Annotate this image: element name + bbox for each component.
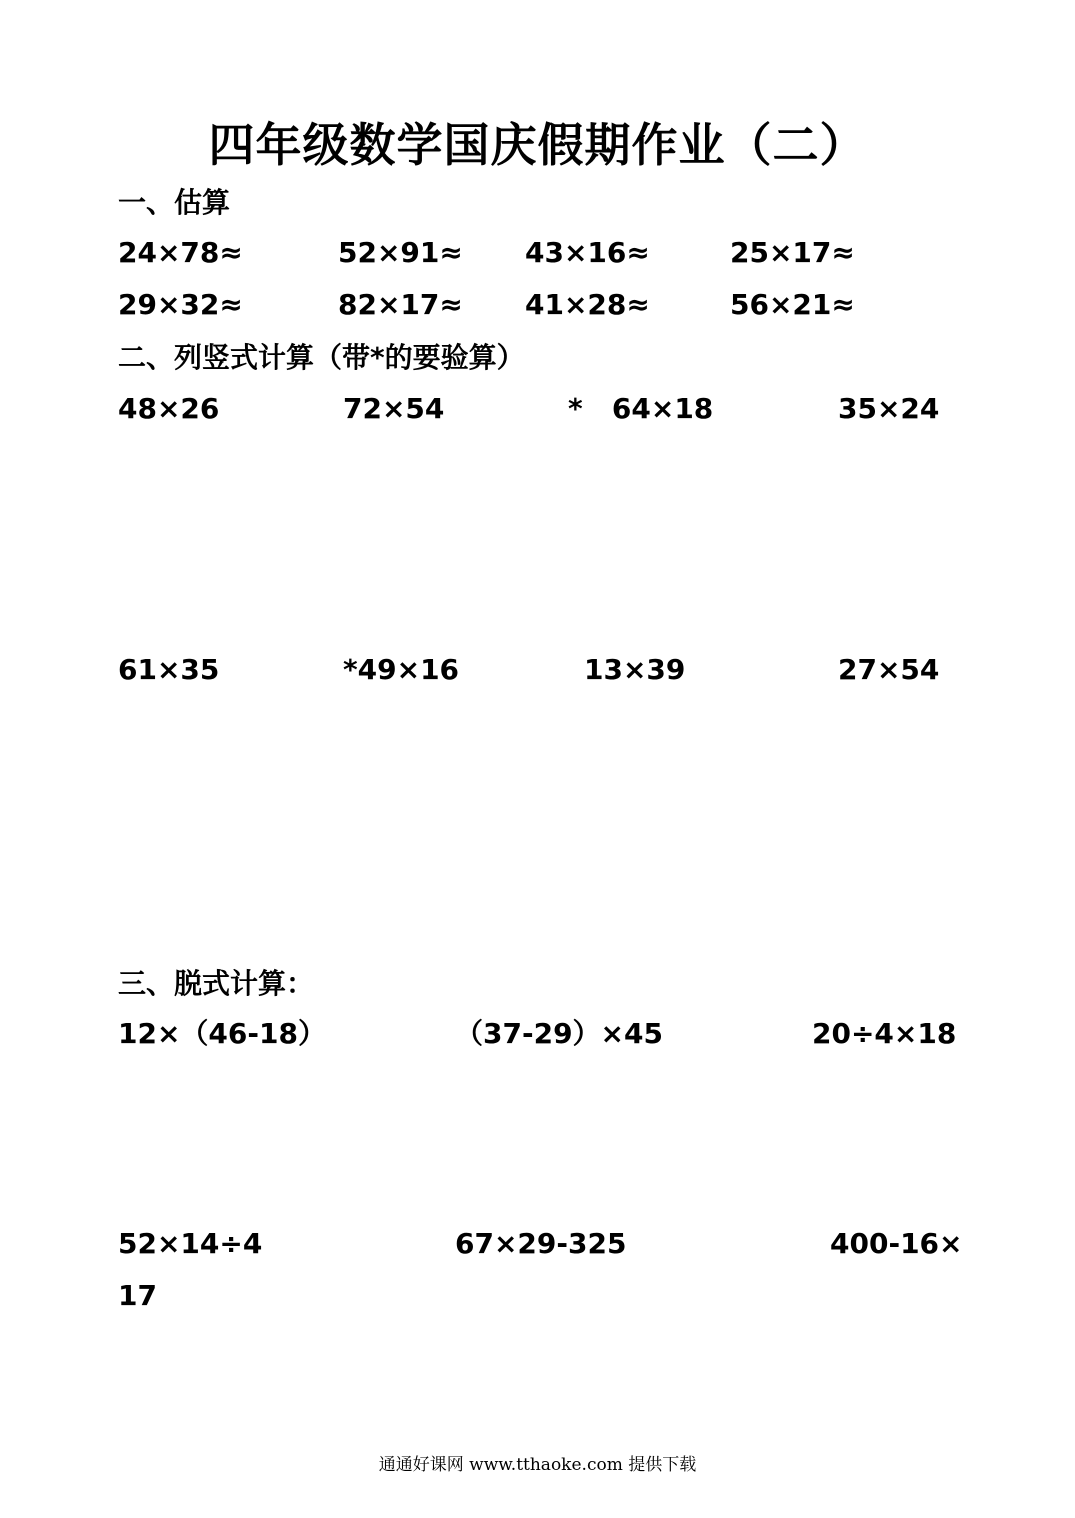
estimation-item: 25×17≈ — [730, 236, 855, 269]
estimation-item: 43×16≈ — [525, 236, 650, 269]
vertical-item: 72×54 — [343, 392, 445, 425]
estimation-item: 52×91≈ — [338, 236, 463, 269]
page-title: 四年级数学国庆假期作业（二） — [208, 118, 867, 172]
vertical-item: 61×35 — [118, 653, 220, 686]
vertical-item: * 64×18 — [568, 392, 714, 425]
vertical-item: 27×54 — [838, 653, 940, 686]
estimation-item: 41×28≈ — [525, 288, 650, 321]
estimation-item: 24×78≈ — [118, 236, 243, 269]
section-heading-vertical: 二、列竖式计算（带*的要验算） — [118, 341, 525, 374]
vertical-item: 13×39 — [584, 653, 686, 686]
stepwise-item: 52×14÷4 — [118, 1227, 263, 1260]
estimation-item: 82×17≈ — [338, 288, 463, 321]
section-heading-estimation: 一、估算 — [118, 186, 231, 219]
vertical-item: 35×24 — [838, 392, 940, 425]
estimation-item: 56×21≈ — [730, 288, 855, 321]
vertical-item: 48×26 — [118, 392, 220, 425]
stepwise-item: 20÷4×18 — [812, 1017, 957, 1050]
footer-source: 通通好课网 www.tthaoke.com 提供下载 — [378, 1455, 697, 1475]
stepwise-item: （37-29）×45 — [455, 1017, 663, 1050]
section-heading-stepwise: 三、脱式计算： — [118, 967, 315, 1000]
estimation-item: 29×32≈ — [118, 288, 243, 321]
stepwise-item-continued: 17 — [118, 1279, 157, 1312]
stepwise-item: 12×（46-18） — [118, 1017, 326, 1050]
stepwise-item: 67×29-325 — [455, 1227, 627, 1260]
vertical-item: *49×16 — [343, 653, 460, 686]
stepwise-item: 400-16× — [830, 1227, 963, 1260]
